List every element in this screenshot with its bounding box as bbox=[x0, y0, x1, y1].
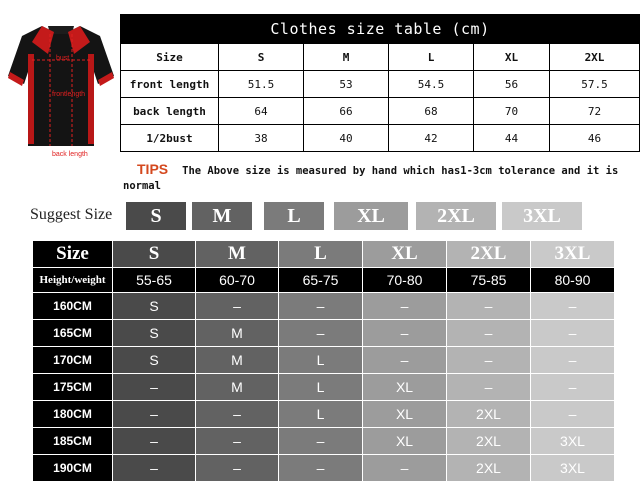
size-cell: – bbox=[447, 374, 531, 401]
suggest-size-label: Suggest Size bbox=[30, 206, 113, 223]
height-label: 165CM bbox=[33, 320, 113, 347]
height-label: 185CM bbox=[33, 428, 113, 455]
size-table-cell: 72 bbox=[550, 98, 640, 125]
size-table-cell: 51.5 bbox=[219, 71, 304, 98]
tips-text: The Above size is measured by hand which has1-3cm tolerance and it is normal bbox=[123, 165, 619, 192]
size-cell: L bbox=[279, 401, 363, 428]
height-table-row bbox=[33, 455, 615, 482]
size-table-cell: 64 bbox=[219, 98, 304, 125]
size-cell: – bbox=[196, 428, 279, 455]
size-table-row-label: front length bbox=[121, 71, 219, 98]
size-table-cell: 42 bbox=[389, 125, 474, 152]
size-cell: 3XL bbox=[531, 428, 615, 455]
size-cell: – bbox=[113, 374, 196, 401]
size-table-header-cell: XL bbox=[474, 44, 550, 71]
size-table-header-row bbox=[121, 44, 640, 71]
size-cell: – bbox=[113, 455, 196, 482]
weight-range-cell: 75-85 bbox=[447, 268, 531, 293]
height-table-header-cell: XL bbox=[363, 241, 447, 268]
size-cell: – bbox=[447, 347, 531, 374]
height-table-header-cell: 2XL bbox=[447, 241, 531, 268]
size-table-cell: 46 bbox=[550, 125, 640, 152]
size-cell: – bbox=[363, 347, 447, 374]
suggest-size-2xl: 2XL bbox=[416, 202, 496, 230]
size-cell: 2XL bbox=[447, 428, 531, 455]
size-table-header-cell: 2XL bbox=[550, 44, 640, 71]
size-cell: – bbox=[279, 320, 363, 347]
size-cell: – bbox=[196, 293, 279, 320]
size-table-row bbox=[121, 71, 640, 98]
height-label: 175CM bbox=[33, 374, 113, 401]
height-table-header-cell: 3XL bbox=[531, 241, 615, 268]
jersey-front-length-label: frontlength bbox=[52, 91, 86, 98]
size-cell: – bbox=[113, 428, 196, 455]
size-table-cell: 56 bbox=[474, 71, 550, 98]
height-table-row bbox=[33, 374, 615, 401]
size-cell: – bbox=[279, 455, 363, 482]
size-table-cell: 54.5 bbox=[389, 71, 474, 98]
size-table-header-cell: S bbox=[219, 44, 304, 71]
size-cell: – bbox=[196, 455, 279, 482]
jersey-back-length-label: back length bbox=[52, 151, 88, 158]
size-cell: – bbox=[531, 320, 615, 347]
size-cell: – bbox=[113, 401, 196, 428]
size-cell: XL bbox=[363, 401, 447, 428]
jersey-illustration bbox=[2, 14, 120, 160]
size-cell: – bbox=[447, 293, 531, 320]
size-cell: S bbox=[113, 347, 196, 374]
size-table-row bbox=[121, 125, 640, 152]
size-cell: – bbox=[531, 401, 615, 428]
height-table-row bbox=[33, 401, 615, 428]
size-cell: 3XL bbox=[531, 455, 615, 482]
height-table-row bbox=[33, 347, 615, 374]
size-table-cell: 70 bbox=[474, 98, 550, 125]
height-table-weight-row bbox=[33, 268, 615, 293]
size-cell: – bbox=[279, 428, 363, 455]
weight-range-cell: 55-65 bbox=[113, 268, 196, 293]
size-table-cell: 68 bbox=[389, 98, 474, 125]
suggest-size-l: L bbox=[264, 202, 324, 230]
size-table-row-label: back length bbox=[121, 98, 219, 125]
size-table-cell: 40 bbox=[304, 125, 389, 152]
height-table-row bbox=[33, 428, 615, 455]
weight-range-cell: 60-70 bbox=[196, 268, 279, 293]
size-cell: L bbox=[279, 347, 363, 374]
size-cell: – bbox=[363, 455, 447, 482]
jersey-image bbox=[2, 14, 120, 160]
size-cell: – bbox=[531, 374, 615, 401]
size-cell: 2XL bbox=[447, 455, 531, 482]
size-table-cell: 57.5 bbox=[550, 71, 640, 98]
height-table-header-cell: Size bbox=[33, 241, 113, 268]
size-table-title: Clothes size table (cm) bbox=[121, 15, 640, 44]
height-weight-label: Height/weight bbox=[33, 268, 113, 293]
size-cell: M bbox=[196, 374, 279, 401]
size-cell: – bbox=[363, 293, 447, 320]
height-label: 160CM bbox=[33, 293, 113, 320]
height-table-header-cell: L bbox=[279, 241, 363, 268]
size-table-cell: 66 bbox=[304, 98, 389, 125]
size-cell: – bbox=[279, 293, 363, 320]
size-cell: XL bbox=[363, 374, 447, 401]
size-cell: – bbox=[196, 401, 279, 428]
suggest-size-3xl: 3XL bbox=[502, 202, 582, 230]
size-table-header-cell: L bbox=[389, 44, 474, 71]
size-cell: L bbox=[279, 374, 363, 401]
height-weight-table bbox=[32, 240, 615, 482]
size-table-header-cell: Size bbox=[121, 44, 219, 71]
weight-range-cell: 65-75 bbox=[279, 268, 363, 293]
size-cell: S bbox=[113, 320, 196, 347]
tips-note bbox=[123, 162, 641, 194]
size-cell: – bbox=[531, 293, 615, 320]
suggest-size-s: S bbox=[126, 202, 186, 230]
clothes-size-table bbox=[120, 14, 640, 152]
size-cell: M bbox=[196, 347, 279, 374]
size-table-header-cell: M bbox=[304, 44, 389, 71]
weight-range-cell: 70-80 bbox=[363, 268, 447, 293]
weight-range-cell: 80-90 bbox=[531, 268, 615, 293]
height-label: 190CM bbox=[33, 455, 113, 482]
size-cell: – bbox=[531, 347, 615, 374]
size-cell: M bbox=[196, 320, 279, 347]
size-cell: S bbox=[113, 293, 196, 320]
height-table-row bbox=[33, 320, 615, 347]
size-cell: – bbox=[363, 320, 447, 347]
jersey-bust-label: bust bbox=[56, 55, 70, 62]
size-table-cell: 44 bbox=[474, 125, 550, 152]
height-label: 180CM bbox=[33, 401, 113, 428]
height-table-row bbox=[33, 293, 615, 320]
size-table-cell: 53 bbox=[304, 71, 389, 98]
size-table-row-label: 1/2bust bbox=[121, 125, 219, 152]
size-table-cell: 38 bbox=[219, 125, 304, 152]
size-cell: XL bbox=[363, 428, 447, 455]
size-cell: 2XL bbox=[447, 401, 531, 428]
height-label: 170CM bbox=[33, 347, 113, 374]
size-table-row bbox=[121, 98, 640, 125]
height-table-header-cell: S bbox=[113, 241, 196, 268]
height-table-header-cell: M bbox=[196, 241, 279, 268]
size-cell: – bbox=[447, 320, 531, 347]
height-table-header-row bbox=[33, 241, 615, 268]
suggest-size-m: M bbox=[192, 202, 252, 230]
tips-label: TIPS bbox=[137, 161, 169, 177]
suggest-size-xl: XL bbox=[334, 202, 408, 230]
